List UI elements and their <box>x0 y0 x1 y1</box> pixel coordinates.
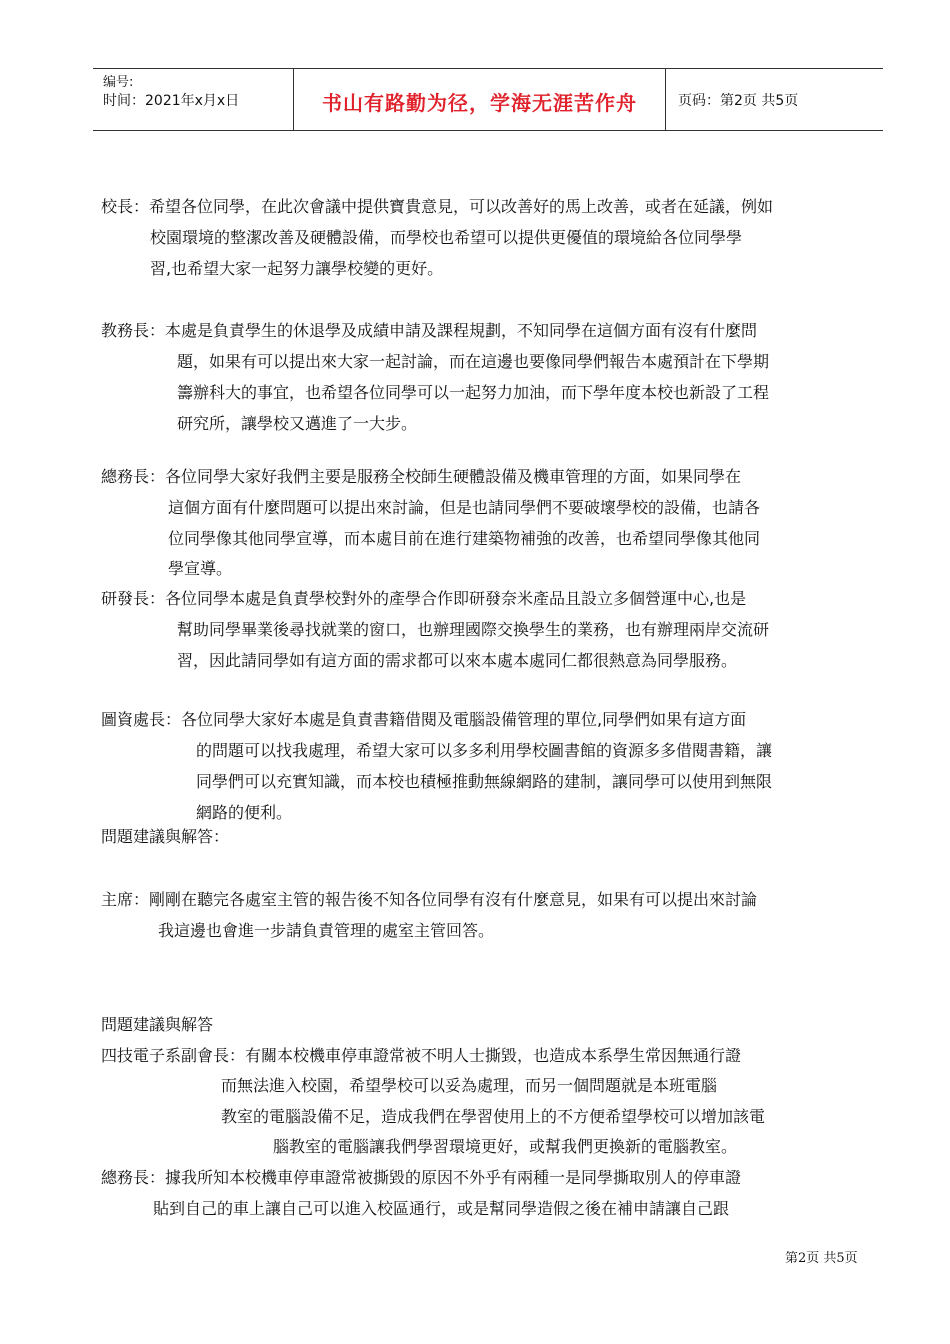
header-page-number: 页码：第2页 共5页 <box>678 93 799 109</box>
header-motto-cell <box>294 69 666 130</box>
research-line-2: 幫助同學畢業後尋找就業的窗口，也辦理國際交換學生的業務，也有辦理兩岸交流研 <box>177 620 770 639</box>
academic-line-2: 題，如果有可以提出來大家一起討論，而在這邊也要像同學們報告本處預計在下學期 <box>177 352 770 371</box>
header-meta-cell <box>93 69 294 130</box>
library-line-2: 的問題可以找我處理，希望大家可以多多利用學校圖書館的資源多多借閱書籍，讓 <box>196 741 773 760</box>
general-line-1: 總務長：各位同學大家好我們主要是服務全校師生硬體設備及機車管理的方面，如果同學在 <box>101 467 742 486</box>
library-line-4: 網路的便利。 <box>196 803 293 822</box>
general-line-3: 位同學像其他同學宣導，而本處目前在進行建築物補強的改善，也希望同學像其他同 <box>168 529 761 548</box>
academic-line-1: 教務長：本處是負責學生的休退學及成績申請及課程規劃，不知同學在這個方面有沒有什麼問 <box>101 321 758 340</box>
student-line-2: 而無法進入校園，希望學校可以妥為處理，而另一個問題就是本班電腦 <box>221 1076 718 1095</box>
library-line-1: 圖資處長：各位同學大家好本處是負責書籍借閱及電腦設備管理的單位,同學們如果有這方面 <box>101 710 747 729</box>
academic-line-4: 研究所，讓學校又邁進了一大步。 <box>177 414 418 433</box>
serial-number-label: 编号: <box>103 75 134 90</box>
motto-text: 书山有路勤为径，学海无涯苦作舟 <box>322 91 637 115</box>
date-label: 时间：2021年x月x日 <box>103 93 240 109</box>
student-line-3: 教室的電腦設備不足，造成我們在學習使用上的不方便希望學校可以增加該電 <box>221 1107 766 1126</box>
header-page-cell <box>666 69 883 130</box>
principal-line-2: 校園環境的整潔改善及硬體設備，而學校也希望可以提供更優值的環境給各位同學學 <box>150 228 743 247</box>
reply-line-1: 總務長：據我所知本校機車停車證常被撕毀的原因不外乎有兩種一是同學撕取別人的停車證 <box>101 1168 742 1187</box>
qa-heading-1: 問題建議與解答： <box>101 827 230 846</box>
page-header <box>93 68 883 131</box>
student-line-4: 腦教室的電腦讓我們學習環境更好，或幫我們更換新的電腦教室。 <box>273 1137 738 1156</box>
general-line-4: 學宣導。 <box>168 559 233 578</box>
chair-line-1: 主席：剛剛在聽完各處室主管的報告後不知各位同學有沒有什麼意見，如果有可以提出來討論 <box>101 890 758 909</box>
principal-line-1: 校長：希望各位同學，在此次會議中提供寶貴意見，可以改善好的馬上改善，或者在延議，例如 <box>101 197 774 216</box>
principal-line-3: 習,也希望大家一起努力讓學校變的更好。 <box>150 259 444 278</box>
academic-line-3: 籌辦科大的事宜，也希望各位同學可以一起努力加油，而下學年度本校也新設了工程 <box>177 383 770 402</box>
student-line-1: 四技電子系副會長：有關本校機車停車證常被不明人士撕毀，也造成本系學生常因無通行證 <box>101 1046 742 1065</box>
general-line-2: 這個方面有什麼問題可以提出來討論，但是也請同學們不要破壞學校的設備，也請各 <box>168 498 761 517</box>
research-line-1: 研發長：各位同學本處是負責學校對外的產學合作即研發奈米產品且設立多個營運中心,也是 <box>101 589 747 608</box>
library-line-3: 同學們可以充實知識，而本校也積極推動無線網路的建制，讓同學可以使用到無限 <box>196 772 773 791</box>
research-line-3: 習，因此請同學如有這方面的需求都可以來本處本處同仁都很熱意為同學服務。 <box>177 651 738 670</box>
footer-page-number: 第2页 共5页 <box>785 1251 858 1266</box>
reply-line-2: 貼到自己的車上讓自己可以進入校區通行，或是幫同學造假之後在補申請讓自己跟 <box>153 1199 730 1218</box>
chair-line-2: 我這邊也會進一步請負責管理的處室主管回答。 <box>158 921 495 940</box>
qa-heading-2: 問題建議與解答 <box>101 1015 214 1034</box>
